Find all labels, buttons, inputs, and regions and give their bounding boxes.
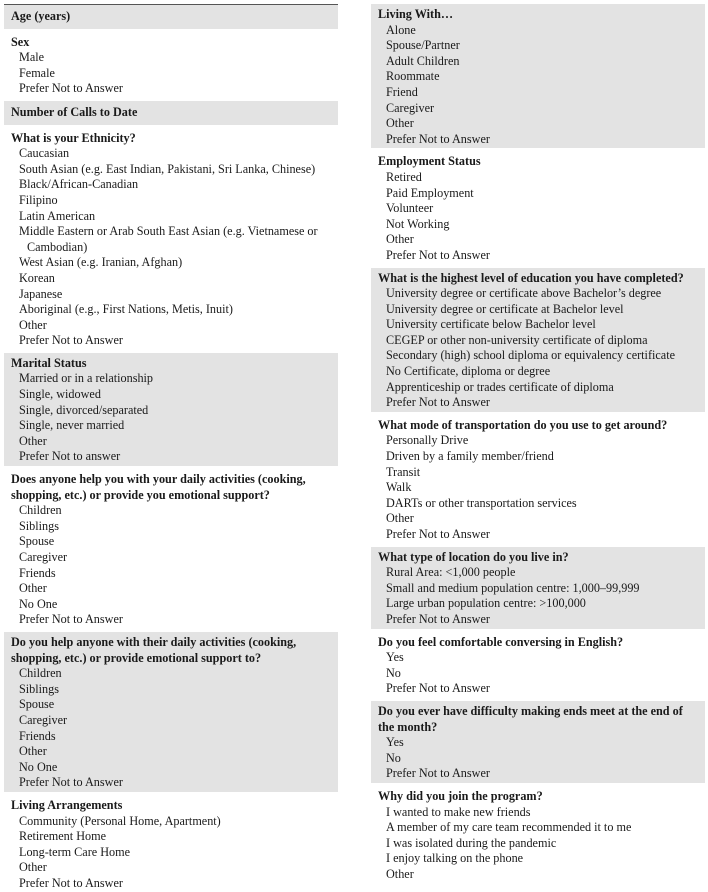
option-item: Small and medium population centre: 1,000–99,999	[386, 580, 640, 595]
section-why-did-you-join-the-program	[371, 786, 705, 884]
section-title: What is the highest level of education you have completed?	[378, 270, 684, 285]
option-item: Prefer Not to Answer	[386, 527, 490, 541]
option-item: Other	[19, 744, 47, 759]
option-item: CEGEP or other non-university certificate of diploma	[386, 332, 648, 347]
option-item: West Asian (e.g. Iranian, Afghan)	[19, 255, 183, 270]
option-item: University degree or certificate above Bachelor’s degree	[386, 286, 662, 301]
option-item: Roommate	[386, 69, 440, 84]
section-employment-status	[371, 151, 705, 264]
option-item: Caregiver	[386, 100, 435, 115]
option-item: Prefer Not to Answer	[19, 333, 123, 348]
section-title: Why did you join the program?	[378, 788, 543, 803]
section-age-years	[4, 5, 338, 29]
section-title: Living With…	[378, 7, 454, 21]
option-item: I enjoy talking on the phone	[386, 851, 524, 866]
option-item: Caregiver	[19, 712, 68, 727]
option-item: Prefer Not to Answer	[19, 81, 123, 96]
option-item: I wanted to make new friends	[386, 804, 531, 819]
option-item: Prefer Not to Answer	[19, 875, 123, 890]
option-item: Friends	[19, 565, 56, 580]
section-title: Does anyone help you with your daily activities (cooking, shopping, etc.) or provide you emotional support?	[11, 472, 306, 502]
section-title: What type of location do you live in?	[378, 549, 569, 564]
section-do-you-feel-comfortable-conversing-in-en	[371, 632, 705, 698]
option-item: Spouse/Partner	[386, 38, 460, 53]
option-item: No One	[19, 759, 58, 774]
option-item: Apprenticeship or trades certificate of diploma	[386, 379, 614, 394]
section-title: Do you ever have difficulty making ends meet at the end of the month?	[378, 703, 683, 734]
option-item: University degree or certificate at Bachelor level	[386, 301, 624, 316]
option-item: Not Working	[386, 216, 450, 231]
option-item: Other	[386, 511, 414, 526]
option-item: Other	[19, 317, 47, 332]
option-item: Japanese	[19, 286, 63, 301]
option-item: Prefer Not to answer	[19, 449, 121, 464]
option-item: Single, never married	[19, 418, 125, 433]
section-title: Employment Status	[378, 154, 481, 169]
section-title: Marital Status	[11, 355, 87, 370]
option-item: Other	[386, 116, 414, 131]
section-living-with	[371, 4, 705, 148]
option-item: Personally Drive	[386, 433, 469, 448]
option-item: Secondary (high) school diploma or equivalency certificate	[386, 348, 676, 363]
option-item: Aboriginal (e.g., First Nations, Metis, Inuit)	[19, 302, 233, 317]
section-living-arrangements	[4, 795, 338, 892]
option-item: No	[386, 665, 401, 680]
option-item: Caucasian	[19, 146, 70, 161]
section-title: Do you feel comfortable conversing in English?	[378, 634, 624, 649]
option-item: Spouse	[19, 697, 55, 712]
right-column	[371, 4, 705, 883]
section-title: Sex	[11, 34, 30, 49]
section-sex	[4, 32, 338, 98]
option-item: Middle Eastern or Arab South East Asian (e.g. Vietnamese or Cambodian)	[19, 224, 318, 254]
option-item: Rural Area: <1,000 people	[386, 565, 516, 580]
section-title: Do you help anyone with their daily activities (cooking, shopping, etc.) or provide emotional support to?	[11, 634, 297, 665]
option-item: Filipino	[19, 192, 58, 207]
option-item: Latin American	[19, 208, 96, 223]
option-item: Other	[19, 433, 47, 448]
option-item: Korean	[19, 270, 55, 285]
option-item: Married or in a relationship	[19, 371, 154, 386]
option-item: Alone	[386, 22, 416, 37]
option-item: Single, divorced/separated	[19, 402, 149, 417]
section-marital-status	[4, 353, 338, 466]
section-what-is-your-ethnicity	[4, 128, 338, 350]
option-item: Large urban population centre: >100,000	[386, 596, 586, 611]
section-what-is-the-highest-level-of-education-y	[371, 268, 705, 412]
section-what-type-of-location-do-you-live-in	[371, 547, 705, 629]
option-item: Long-term Care Home	[19, 844, 131, 859]
option-item: Siblings	[19, 518, 59, 533]
option-item: Other	[386, 232, 414, 247]
option-item: Siblings	[19, 681, 59, 696]
option-item: Single, widowed	[19, 387, 101, 402]
option-item: No	[386, 750, 401, 765]
option-item: Retirement Home	[19, 829, 106, 844]
option-item: Volunteer	[386, 201, 434, 216]
option-item: Prefer Not to Answer	[386, 131, 490, 146]
option-item: South Asian (e.g. East Indian, Pakistani, Sri Lanka, Chinese)	[19, 161, 316, 176]
option-item: No Certificate, diploma or degree	[386, 364, 551, 379]
option-item: Caregiver	[19, 550, 68, 564]
option-item: Yes	[386, 735, 404, 750]
option-item: Friends	[19, 728, 56, 743]
section-title: What mode of transportation do you use to get around?	[378, 417, 668, 432]
option-item: Spouse	[19, 534, 55, 549]
option-item: Children	[19, 666, 62, 681]
option-item: Children	[19, 503, 62, 518]
option-item: A member of my care team recommended it to me	[386, 820, 632, 835]
option-item: Prefer Not to Answer	[386, 766, 490, 781]
section-title: Living Arrangements	[11, 797, 123, 812]
section-number-of-calls-to-date	[4, 101, 338, 125]
option-item: Adult Children	[386, 53, 460, 68]
option-item: Walk	[386, 480, 412, 495]
section-do-you-ever-have-difficulty-making-ends-	[371, 701, 705, 783]
option-item: Prefer Not to Answer	[386, 681, 490, 696]
option-item: Transit	[386, 464, 421, 479]
option-item: Friend	[386, 84, 418, 99]
option-item: No One	[19, 596, 58, 611]
section-do-you-help-anyone-with-their-daily-acti	[4, 632, 338, 792]
option-item: Yes	[386, 650, 404, 665]
option-item: Prefer Not to Answer	[386, 395, 490, 410]
section-what-mode-of-transportation-do-you-use-t	[371, 415, 705, 544]
section-does-anyone-help-you-with-your-daily-act	[4, 469, 338, 629]
option-item: Community (Personal Home, Apartment)	[19, 813, 221, 828]
option-item: Prefer Not to Answer	[386, 611, 490, 626]
option-item: Black/African-Canadian	[19, 177, 139, 192]
option-item: Paid Employment	[386, 185, 474, 200]
section-title: Age (years)	[11, 9, 71, 23]
option-item: Prefer Not to Answer	[386, 247, 490, 262]
option-item: Prefer Not to Answer	[19, 612, 123, 627]
option-item: Male	[19, 50, 45, 65]
option-item: Other	[19, 860, 47, 875]
section-title: What is your Ethnicity?	[11, 130, 136, 145]
left-column	[4, 4, 338, 892]
option-item: Other	[19, 581, 47, 596]
option-item: Other	[386, 866, 414, 881]
option-item: I was isolated during the pandemic	[386, 835, 557, 850]
option-item: University certificate below Bachelor level	[386, 317, 596, 332]
option-item: Retired	[386, 169, 422, 184]
option-item: Female	[19, 65, 55, 80]
option-item: Driven by a family member/friend	[386, 449, 554, 464]
option-item: Prefer Not to Answer	[19, 775, 123, 790]
section-title: Number of Calls to Date	[11, 104, 138, 119]
option-item: DARTs or other transportation services	[386, 495, 577, 510]
